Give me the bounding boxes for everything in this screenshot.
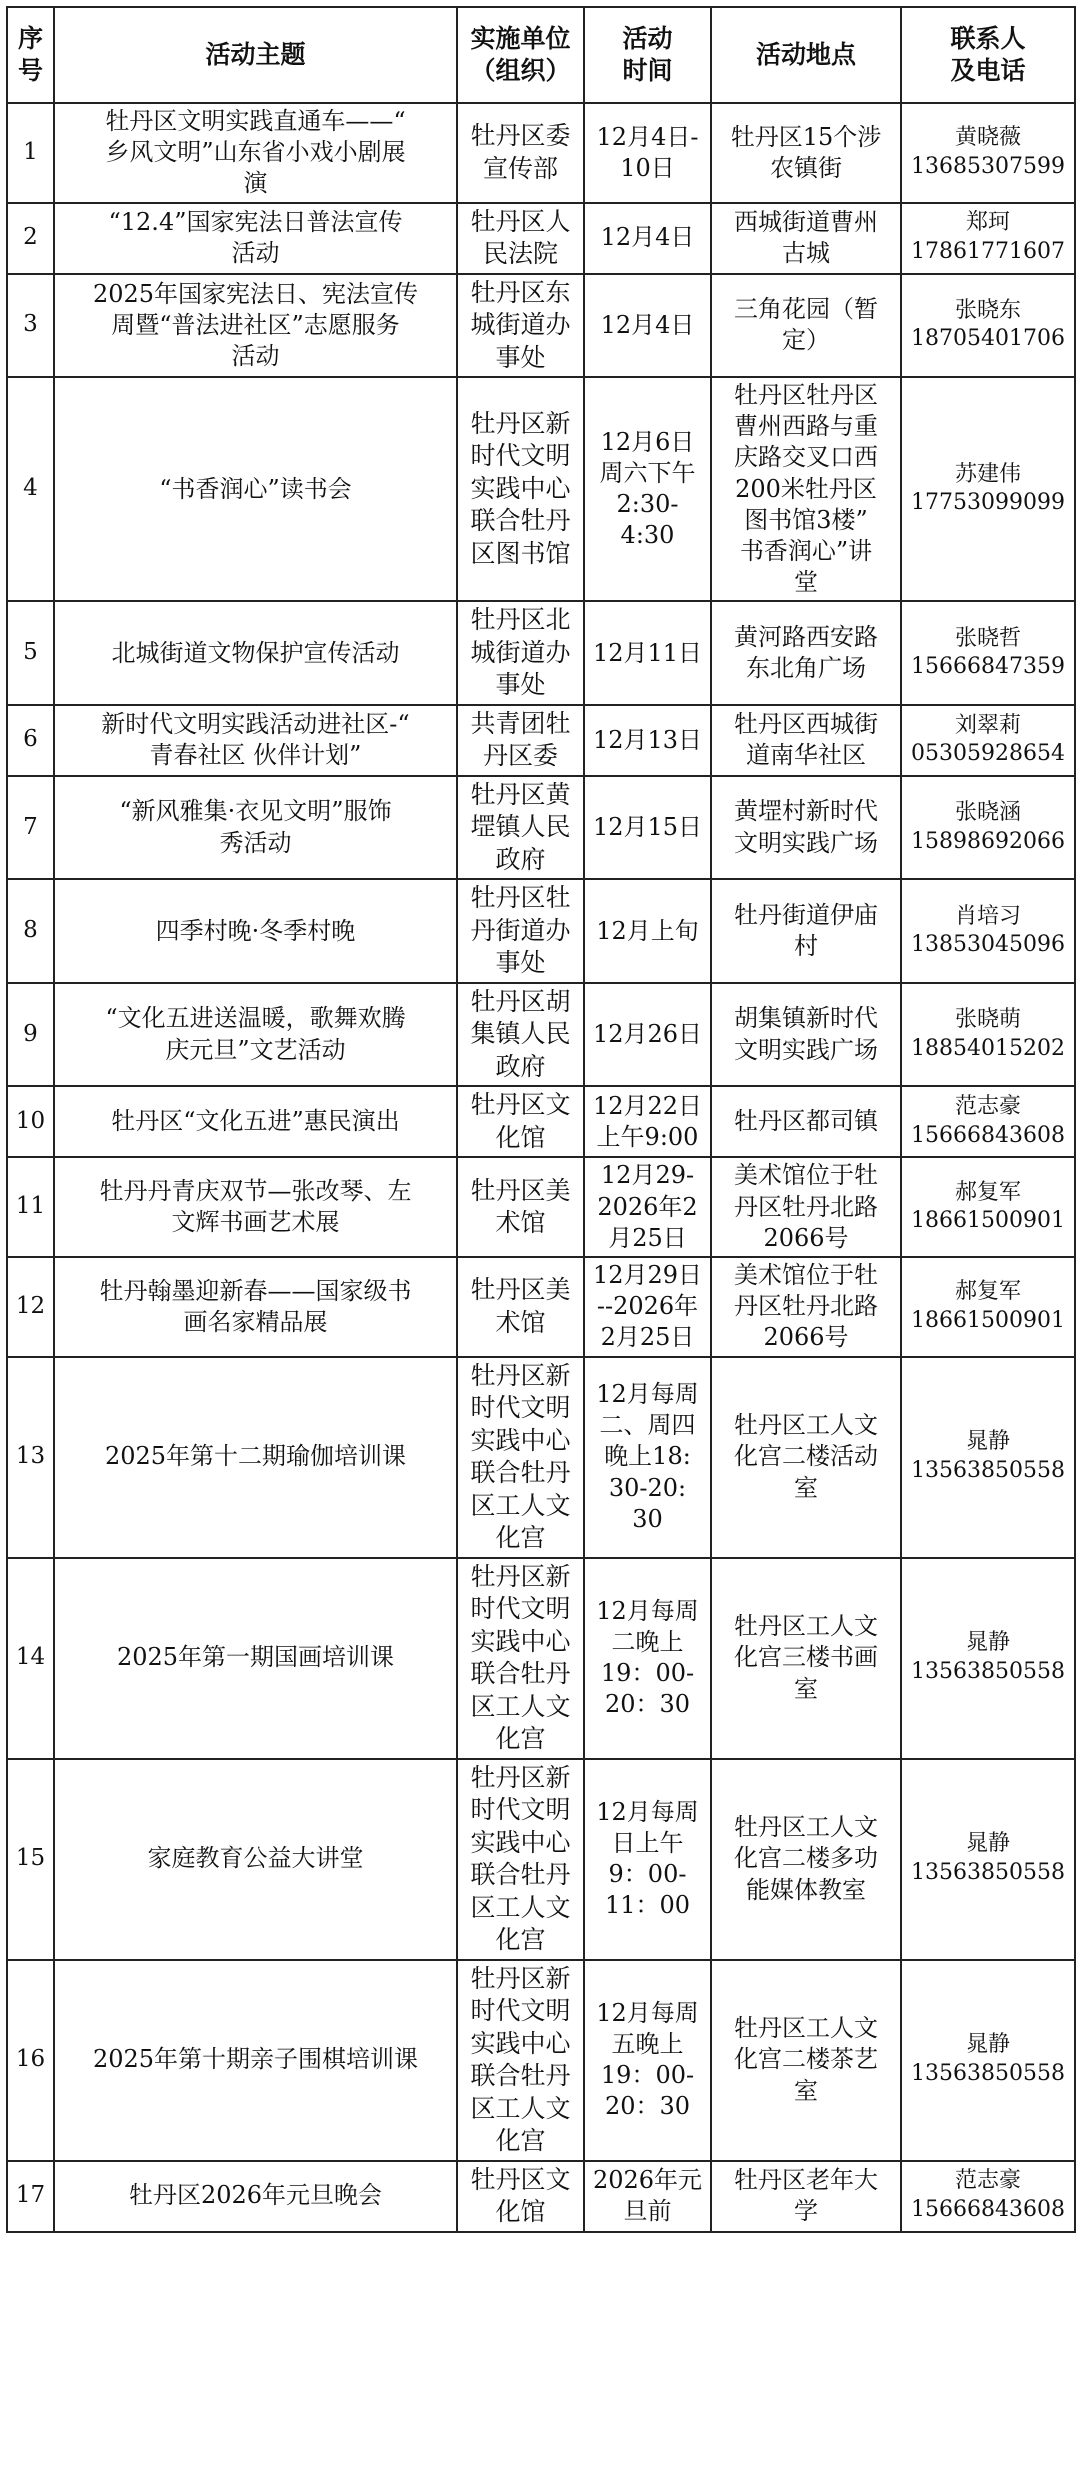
row-number: 10 (7, 1086, 54, 1157)
row-topic: 牡丹区“文化五进”惠民演出 (54, 1086, 457, 1157)
row-topic: “书香润心”读书会 (54, 377, 457, 601)
row-org: 牡丹区美 术馆 (457, 1157, 584, 1257)
table-row (7, 1086, 1075, 1157)
row-topic: “新风雅集·衣见文明”服饰 秀活动 (54, 776, 457, 880)
row-org: 牡丹区新 时代文明 实践中心 联合牡丹 区工人文 化宫 (457, 1960, 584, 2161)
row-time: 12月11日 (584, 601, 711, 705)
row-number: 14 (7, 1558, 54, 1759)
row-place: 牡丹区工人文 化宫二楼多功 能媒体教室 (711, 1759, 901, 1960)
table-row (7, 1759, 1075, 1960)
table-row (7, 377, 1075, 601)
row-org: 牡丹区新 时代文明 实践中心 联合牡丹 区工人文 化宫 (457, 1357, 584, 1558)
row-time: 2026年元 旦前 (584, 2161, 711, 2232)
row-topic: 牡丹区文明实践直通车——“ 乡风文明”山东省小戏小剧展 演 (54, 103, 457, 203)
row-topic: 2025年第一期国画培训课 (54, 1558, 457, 1759)
row-number: 3 (7, 274, 54, 378)
row-topic: 牡丹翰墨迎新春——国家级书 画名家精品展 (54, 1257, 457, 1357)
header-contact: 联系人 及电话 (901, 7, 1075, 103)
row-place: 牡丹区西城街 道南华社区 (711, 705, 901, 776)
activity-table (6, 6, 1076, 2233)
row-topic: 北城街道文物保护宣传活动 (54, 601, 457, 705)
header-org: 实施单位 （组织） (457, 7, 584, 103)
row-place: 黄堽村新时代 文明实践广场 (711, 776, 901, 880)
row-topic: 新时代文明实践活动进社区-“ 青春社区 伙伴计划” (54, 705, 457, 776)
row-time: 12月4日 (584, 274, 711, 378)
row-topic: 四季村晚·冬季村晚 (54, 879, 457, 983)
row-org: 牡丹区新 时代文明 实践中心 联合牡丹 区工人文 化宫 (457, 1759, 584, 1960)
row-time: 12月4日- 10日 (584, 103, 711, 203)
row-contact: 张晓萌 18854015202 (901, 983, 1075, 1087)
table-row (7, 2161, 1075, 2232)
row-org: 牡丹区新 时代文明 实践中心 联合牡丹 区工人文 化宫 (457, 1558, 584, 1759)
row-place: 牡丹区工人文 化宫二楼茶艺 室 (711, 1960, 901, 2161)
row-topic: “12.4”国家宪法日普法宣传 活动 (54, 203, 457, 274)
row-place: 黄河路西安路 东北角广场 (711, 601, 901, 705)
row-contact: 晁静 13563850558 (901, 1558, 1075, 1759)
row-org: 牡丹区牡 丹街道办 事处 (457, 879, 584, 983)
header-index: 序 号 (7, 7, 54, 103)
row-contact: 范志豪 15666843608 (901, 2161, 1075, 2232)
row-place: 牡丹区15个涉 农镇街 (711, 103, 901, 203)
row-time: 12月每周 二晚上 19：00- 20：30 (584, 1558, 711, 1759)
row-number: 5 (7, 601, 54, 705)
row-number: 13 (7, 1357, 54, 1558)
row-place: 牡丹区工人文 化宫二楼活动 室 (711, 1357, 901, 1558)
header-topic: 活动主题 (54, 7, 457, 103)
row-number: 9 (7, 983, 54, 1087)
row-place: 牡丹街道伊庙 村 (711, 879, 901, 983)
row-place: 牡丹区工人文 化宫三楼书画 室 (711, 1558, 901, 1759)
row-org: 牡丹区北 城街道办 事处 (457, 601, 584, 705)
row-number: 8 (7, 879, 54, 983)
table-row (7, 1558, 1075, 1759)
row-org: 牡丹区委 宣传部 (457, 103, 584, 203)
row-number: 2 (7, 203, 54, 274)
row-number: 6 (7, 705, 54, 776)
row-number: 7 (7, 776, 54, 880)
row-time: 12月13日 (584, 705, 711, 776)
row-contact: 黄晓薇 13685307599 (901, 103, 1075, 203)
row-contact: 晁静 13563850558 (901, 1357, 1075, 1558)
table-row (7, 983, 1075, 1087)
row-contact: 肖培习 13853045096 (901, 879, 1075, 983)
row-time: 12月15日 (584, 776, 711, 880)
row-org: 牡丹区文 化馆 (457, 1086, 584, 1157)
row-org: 共青团牡 丹区委 (457, 705, 584, 776)
row-topic: 牡丹区2026年元旦晚会 (54, 2161, 457, 2232)
table-row (7, 1357, 1075, 1558)
row-topic: 2025年第十二期瑜伽培训课 (54, 1357, 457, 1558)
row-number: 1 (7, 103, 54, 203)
row-org: 牡丹区胡 集镇人民 政府 (457, 983, 584, 1087)
row-contact: 张晓东 18705401706 (901, 274, 1075, 378)
row-contact: 张晓哲 15666847359 (901, 601, 1075, 705)
table-row (7, 705, 1075, 776)
row-number: 15 (7, 1759, 54, 1960)
row-number: 17 (7, 2161, 54, 2232)
row-org: 牡丹区美 术馆 (457, 1257, 584, 1357)
row-place: 牡丹区牡丹区 曹州西路与重 庆路交叉口西 200米牡丹区 图书馆3楼” 书香润心”讲 堂 (711, 377, 901, 601)
row-org: 牡丹区新 时代文明 实践中心 联合牡丹 区图书馆 (457, 377, 584, 601)
row-contact: 刘翠莉 05305928654 (901, 705, 1075, 776)
row-time: 12月每周 二、周四 晚上18: 30-20: 30 (584, 1357, 711, 1558)
row-contact: 晁静 13563850558 (901, 1759, 1075, 1960)
header-time: 活动 时间 (584, 7, 711, 103)
row-time: 12月每周 五晚上 19：00- 20：30 (584, 1960, 711, 2161)
row-place: 美术馆位于牡 丹区牡丹北路 2066号 (711, 1157, 901, 1257)
table-row (7, 879, 1075, 983)
row-time: 12月上旬 (584, 879, 711, 983)
table-row (7, 203, 1075, 274)
row-org: 牡丹区黄 堽镇人民 政府 (457, 776, 584, 880)
row-time: 12月6日 周六下午 2:30- 4:30 (584, 377, 711, 601)
row-number: 11 (7, 1157, 54, 1257)
table-row (7, 601, 1075, 705)
row-org: 牡丹区东 城街道办 事处 (457, 274, 584, 378)
row-time: 12月4日 (584, 203, 711, 274)
row-time: 12月每周 日上午 9：00- 11：00 (584, 1759, 711, 1960)
row-contact: 晁静 13563850558 (901, 1960, 1075, 2161)
row-place: 牡丹区都司镇 (711, 1086, 901, 1157)
row-number: 12 (7, 1257, 54, 1357)
row-org: 牡丹区文 化馆 (457, 2161, 584, 2232)
row-number: 16 (7, 1960, 54, 2161)
row-topic: 2025年第十期亲子围棋培训课 (54, 1960, 457, 2161)
header-row (7, 7, 1075, 103)
row-contact: 苏建伟 17753099099 (901, 377, 1075, 601)
row-topic: 家庭教育公益大讲堂 (54, 1759, 457, 1960)
row-place: 胡集镇新时代 文明实践广场 (711, 983, 901, 1087)
table-row (7, 103, 1075, 203)
header-place: 活动地点 (711, 7, 901, 103)
table-row (7, 1257, 1075, 1357)
row-contact: 张晓涵 15898692066 (901, 776, 1075, 880)
row-time: 12月22日 上午9:00 (584, 1086, 711, 1157)
row-contact: 郝复军 18661500901 (901, 1257, 1075, 1357)
row-time: 12月29- 2026年2 月25日 (584, 1157, 711, 1257)
table-row (7, 274, 1075, 378)
row-place: 美术馆位于牡 丹区牡丹北路 2066号 (711, 1257, 901, 1357)
row-contact: 郑珂 17861771607 (901, 203, 1075, 274)
row-time: 12月26日 (584, 983, 711, 1087)
table-row (7, 776, 1075, 880)
row-place: 牡丹区老年大 学 (711, 2161, 901, 2232)
table-row (7, 1157, 1075, 1257)
row-org: 牡丹区人 民法院 (457, 203, 584, 274)
row-topic: 牡丹丹青庆双节—张改琴、左 文辉书画艺术展 (54, 1157, 457, 1257)
row-place: 西城街道曹州 古城 (711, 203, 901, 274)
row-topic: “文化五进送温暖，歌舞欢腾 庆元旦”文艺活动 (54, 983, 457, 1087)
table-row (7, 1960, 1075, 2161)
row-time: 12月29日 --2026年 2月25日 (584, 1257, 711, 1357)
row-contact: 郝复军 18661500901 (901, 1157, 1075, 1257)
row-place: 三角花园（暂 定） (711, 274, 901, 378)
row-contact: 范志豪 15666843608 (901, 1086, 1075, 1157)
row-topic: 2025年国家宪法日、宪法宣传 周暨“普法进社区”志愿服务 活动 (54, 274, 457, 378)
row-number: 4 (7, 377, 54, 601)
